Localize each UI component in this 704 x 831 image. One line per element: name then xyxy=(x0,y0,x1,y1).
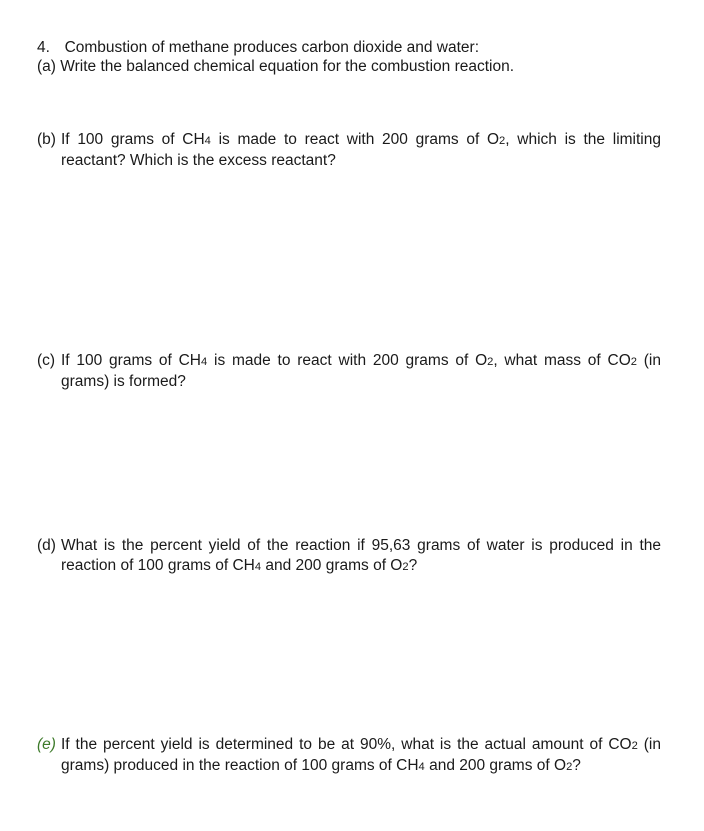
part-b-label: (b) xyxy=(37,131,56,148)
part-a-label: (a) xyxy=(37,58,56,75)
part-d-text: What is the percent yield of the reaction if 95,63 grams of water is produced in the reaction of 100 grams of CH4 and 200 grams of O2? xyxy=(61,537,661,574)
question-heading xyxy=(37,39,479,57)
question-number: 4. xyxy=(37,39,50,56)
question-title: Combustion of methane produces carbon dioxide and water: xyxy=(64,39,480,56)
part-e xyxy=(37,735,661,777)
part-b-text: If 100 grams of CH4 is made to react with 200 grams of O2, which is the limiting reactant? Which is the excess reactant? xyxy=(61,131,661,169)
part-b xyxy=(37,130,661,171)
part-a xyxy=(37,58,514,76)
part-c-label: (c) xyxy=(37,352,56,369)
part-d-label: (d) xyxy=(37,537,56,554)
part-c xyxy=(37,351,661,392)
part-a-text: Write the balanced chemical equation for the combustion reaction. xyxy=(60,58,515,75)
part-d xyxy=(37,536,661,577)
part-e-label: (e) xyxy=(37,736,56,753)
part-c-text: If 100 grams of CH4 is made to react with 200 grams of O2, what mass of CO2 (in grams) is formed? xyxy=(61,352,661,390)
part-e-text: If the percent yield is determined to be at 90%, what is the actual amount of CO2 (in grams) produced in the reaction of 100 grams of CH4 and 200 grams of O2? xyxy=(61,736,661,774)
